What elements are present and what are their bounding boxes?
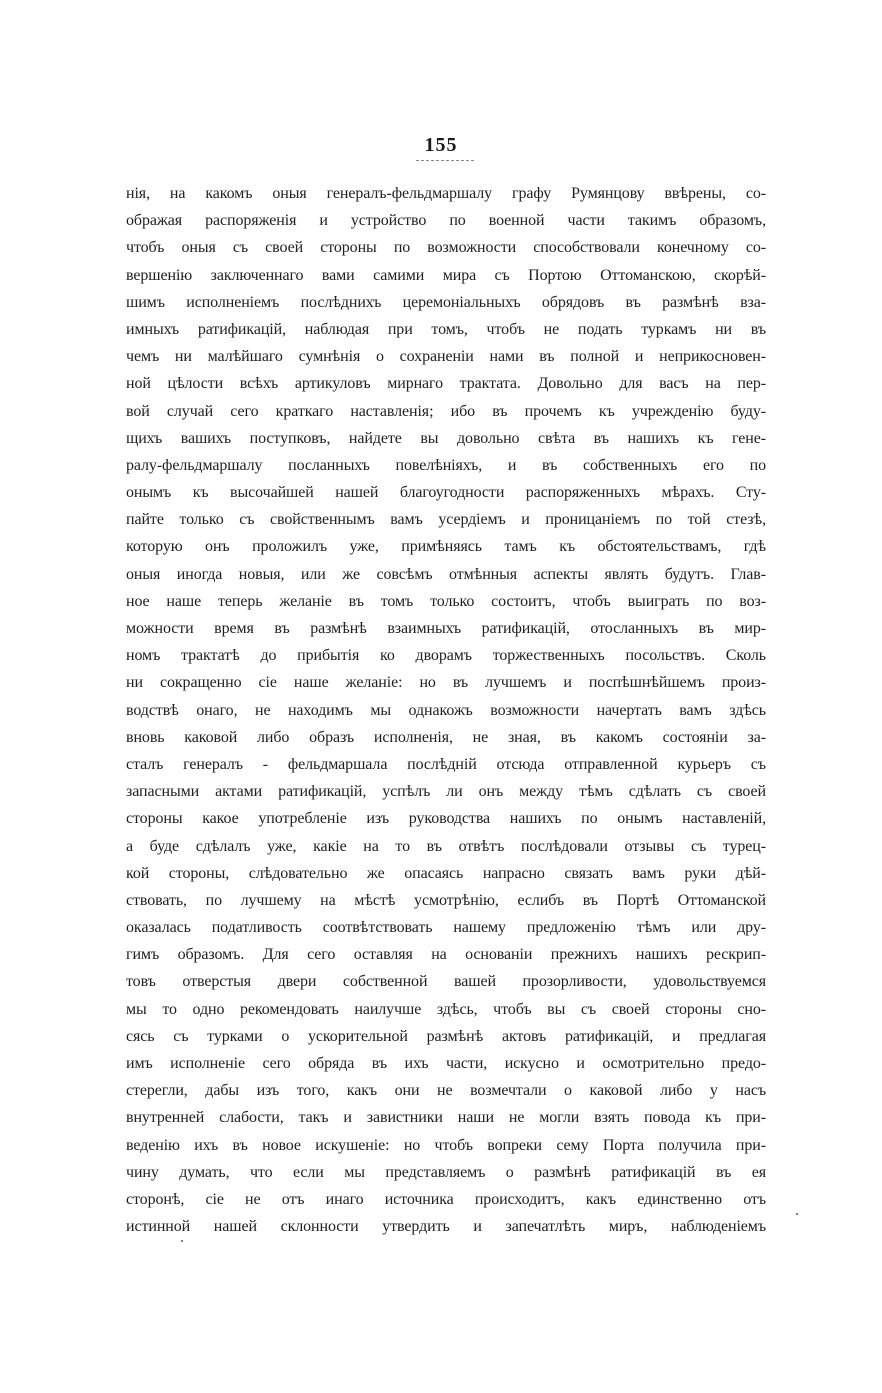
text-line: сталъ генералъ - фельдмаршала послѣдній отсюда отправленной курьеръ съ [126, 755, 766, 773]
page-number: 155 [424, 134, 458, 156]
text-line: ни сокращенно сіе наше желаніе: но въ лучшемъ и поспѣшнѣйшемъ произ- [126, 674, 766, 692]
text-line: а буде сдѣлалъ уже, какіе на то въ отвѣтъ послѣдовали отзывы съ турец- [126, 837, 766, 855]
text-line: истинной нашей склонности утвердить и запечатлѣть миръ, наблюденіемъ [126, 1218, 766, 1236]
text-line: шимъ исполненіемъ послѣднихъ церемоніальныхъ обрядовъ въ размѣнѣ вза- [126, 293, 766, 311]
text-line: ной цѣлости всѣхъ артикуловъ мирнаго трактата. Довольно для васъ на пер- [126, 375, 766, 393]
text-line: ное наше теперь желаніе въ томъ только состоитъ, чтобъ выиграть по воз- [126, 592, 766, 610]
text-line: ралу-фельдмаршалу посланныхъ повелѣніяхъ, и въ собственныхъ его по [126, 456, 766, 474]
text-line: вновь каковой либо образъ исполненія, не зная, въ какомъ состояніи за- [126, 728, 766, 746]
text-line: вой случай сего краткаго наставленія; ибо въ прочемъ къ учрежденію буду- [126, 402, 766, 420]
text-line: номъ трактатѣ до прибытія ко дворамъ торжественныхъ посольствъ. Сколь [126, 647, 766, 665]
text-line: мы то одно рекомендовать наилучше здѣсь, чтобъ вы съ своей стороны сно- [126, 1000, 766, 1018]
text-line: кой стороны, слѣдовательно же опасаясь напрасно связать вамъ руки дѣй- [126, 864, 766, 882]
text-line: ображая распоряженія и устройство по военной части такимъ образомъ, [126, 212, 766, 230]
scan-speck [181, 1240, 183, 1242]
text-line: оныя иногда новыя, или же совсѣмъ отмѣнныя аспекты являть будутъ. Глав- [126, 565, 766, 583]
text-line: гимъ образомъ. Для сего оставляя на основаніи прежнихъ нашихъ рескрип- [126, 946, 766, 964]
page-number-rule [416, 160, 474, 161]
text-line: чемъ ни малѣйшаго сумнѣнія о сохраненіи нами въ полной и неприкосновен- [126, 348, 766, 366]
text-line: оказалась податливость соотвѣтствовать нашему предложенію тѣмъ или дру- [126, 919, 766, 937]
text-line: сторонѣ, сіе не отъ инаго источника происходитъ, какъ единственно отъ [126, 1190, 766, 1208]
text-line: товъ отверстыя двери собственной вашей прозорливости, удовольствуемся [126, 973, 766, 991]
text-line: нія, на какомъ оныя генералъ-фельдмаршалу графу Румянцову ввѣрены, со- [126, 185, 766, 202]
text-line: онымъ къ высочайшей нашей благоугодности распоряженныхъ мѣрахъ. Сту- [126, 484, 766, 502]
text-line: имъ исполненіе сего обряда въ ихъ части, искусно и осмотрительно предо- [126, 1055, 766, 1072]
text-line: веденію ихъ въ новое искушеніе: но чтобъ вопреки сему Порта получила при- [126, 1136, 766, 1154]
scan-speck [796, 1213, 798, 1215]
text-line: внутренней слабости, такъ и завистники наши не могли взять повода къ при- [126, 1109, 766, 1127]
text-line: можности время въ размѣнѣ взаимныхъ ратификацій, отосланныхъ въ мир- [126, 620, 766, 637]
text-line: щихъ вашихъ поступковъ, найдете вы довольно свѣта въ нашихъ къ гене- [126, 429, 766, 447]
text-line: водствѣ онаго, не находимъ мы однакожъ возможности начертать вамъ здѣсь [126, 701, 766, 719]
text-line: которую онъ проложилъ уже, примѣняясь тамъ къ обстоятельствамъ, гдѣ [126, 538, 766, 556]
text-line: ствовать, по лучшему на мѣстѣ усмотрѣнію, еслибъ въ Портѣ Оттоманской [126, 891, 766, 909]
text-line: сясь съ турками о ускорительной размѣнѣ актовъ ратификацій, и предлагая [126, 1027, 766, 1045]
text-line: стерегли, дабы изъ того, какъ они не возмечтали о каковой либо у насъ [126, 1082, 766, 1100]
body-text [126, 180, 766, 1240]
text-line: имныхъ ратификацій, наблюдая при томъ, чтобъ не подать туркамъ ни въ [126, 320, 766, 338]
text-line: стороны какое употребленіе изъ руководства нашихъ по онымъ наставленій, [126, 810, 766, 828]
text-line: вершенію заключеннаго вами самими мира съ Портою Оттоманскою, скорѣй- [126, 266, 766, 284]
text-line: чтобъ оныя съ своей стороны по возможности способствовали конечному со- [126, 239, 766, 257]
text-line: запасными актами ратификацій, успѣлъ ли онъ между тѣмъ сдѣлать съ своей [126, 783, 766, 801]
text-line: чину думать, что если мы представляемъ о размѣнѣ ратификацій въ ея [126, 1163, 766, 1181]
text-line: пайте только съ свойственнымъ вамъ усердіемъ и проницаніемъ по той стезѣ, [126, 511, 766, 529]
